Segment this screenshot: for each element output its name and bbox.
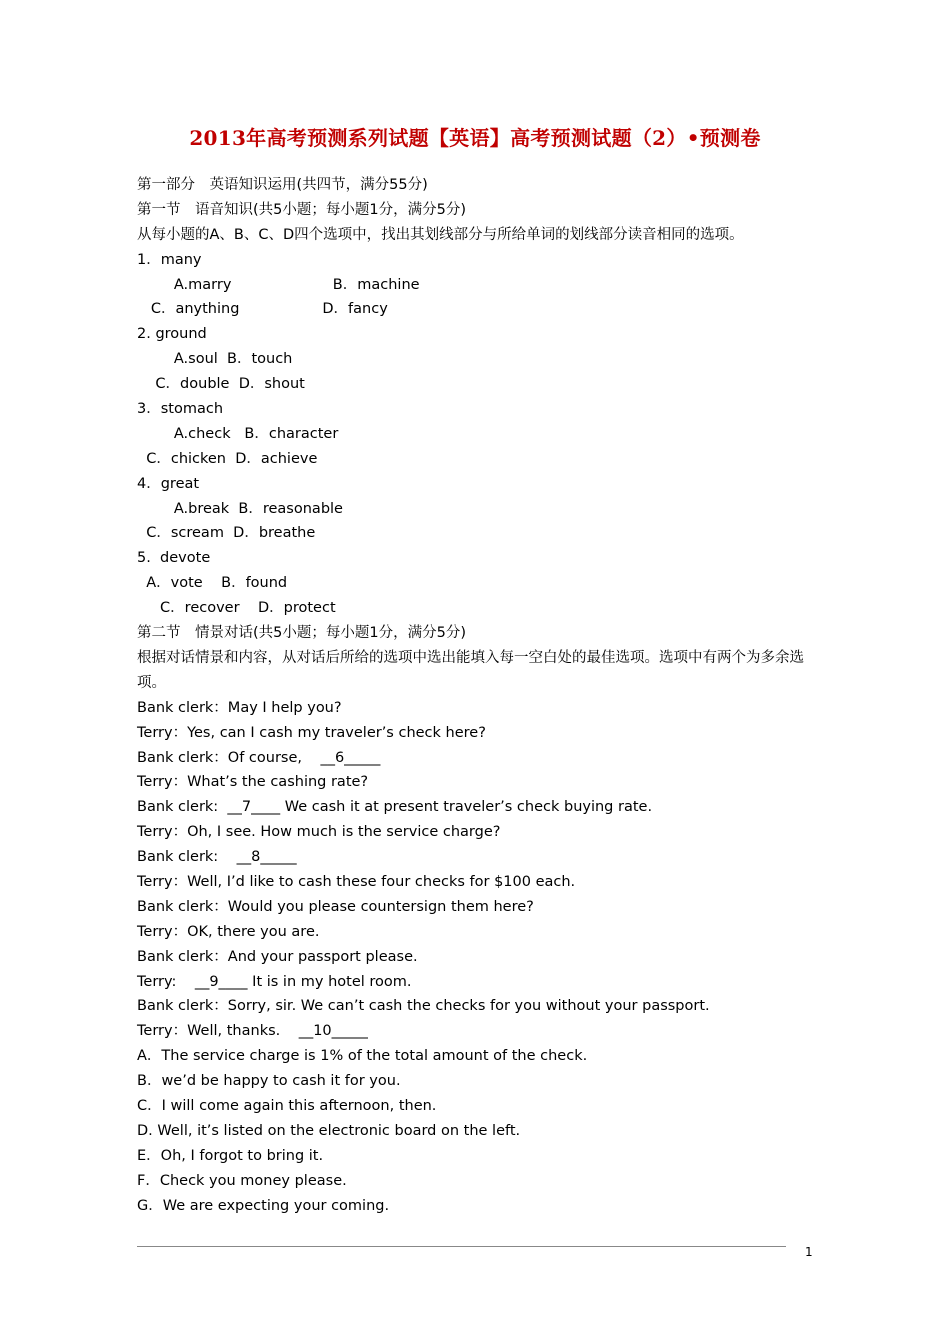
dialogue-line: Bank clerk：Sorry, sir. We can’t cash the checks for you without your passport.	[137, 998, 710, 1015]
dialogue-line: Bank clerk：May I help you?	[137, 699, 342, 716]
question-5-stem: 5. devote	[137, 550, 211, 567]
dialogue-line: Terry：Oh, I see. How much is the service charge?	[137, 824, 501, 841]
dialogue-line: Terry：Well, thanks. __10_____	[137, 1023, 368, 1040]
dialogue-line: Terry: __9____ It is in my hotel room.	[137, 973, 412, 990]
dialogue-line: Bank clerk：Would you please countersign them here?	[137, 898, 534, 915]
dialogue-line: Terry：Well, I’d like to cash these four checks for $100 each.	[137, 873, 576, 890]
question-4-options-cd: C．scream D．breathe	[137, 525, 316, 542]
section-heading: 第一节 语音知识(共5小题；每小题1分，满分5分)	[137, 201, 466, 218]
document-body	[137, 173, 827, 1218]
dialogue-line: Terry：OK, there you are.	[137, 923, 320, 940]
question-2-options-cd: C．double D．shout	[137, 376, 305, 393]
question-3-options-ab: A.check B．character	[137, 425, 339, 442]
question-3-stem: 3．stomach	[137, 401, 224, 418]
dialogue-line: Terry：What’s the cashing rate?	[137, 774, 369, 791]
question-1-options-ab: A.marry B．machine	[137, 276, 420, 293]
question-1-stem: 1．many	[137, 251, 202, 268]
dialogue-line: Bank clerk：Of course, __6_____	[137, 749, 381, 766]
question-1-options-cd: C．anything D．fancy	[137, 301, 388, 318]
question-2-options-ab: A.soul B．touch	[137, 351, 293, 368]
question-4-options-ab: A.break B．reasonable	[137, 500, 343, 517]
part-heading: 第一部分 英语知识运用(共四节，满分55分)	[137, 177, 428, 193]
answer-option: F．Check you money please.	[137, 1172, 347, 1189]
dialogue-line: Bank clerk：And your passport please.	[137, 948, 418, 965]
document-title: 2013年高考预测系列试题【英语】高考预测试题（2）•预测卷	[189, 126, 761, 150]
question-5-options-ab: A．vote B．found	[137, 575, 288, 592]
dialogue-line: Terry：Yes, can I cash my traveler’s check here?	[137, 724, 486, 741]
answer-option: C．I will come again this afternoon, then.	[137, 1097, 437, 1114]
question-3-options-cd: C．chicken D．achieve	[137, 450, 318, 467]
section-heading: 第二节 情景对话(共5小题；每小题1分，满分5分)	[137, 625, 466, 642]
instruction-text: 根据对话情景和内容，从对话后所给的选项中选出能填入每一空白处的最佳选项。选项中有两个为多余选项。	[137, 649, 804, 691]
answer-option: G．We are expecting your coming.	[137, 1197, 390, 1214]
instruction-text: 从每小题的A、B、C、D四个选项中，找出其划线部分与所给单词的划线部分读音相同的选项。	[137, 226, 744, 243]
dialogue-line: Bank clerk: __8_____	[137, 849, 297, 866]
question-2-stem: 2. ground	[137, 326, 207, 343]
answer-option: E．Oh, I forgot to bring it.	[137, 1147, 324, 1164]
answer-option: A．The service charge is 1% of the total amount of the check.	[137, 1048, 588, 1065]
answer-option: D. Well, it’s listed on the electronic board on the left.	[137, 1122, 521, 1139]
question-5-options-cd: C．recover D．protect	[137, 600, 336, 617]
page-number: 1	[805, 1245, 813, 1259]
answer-option: B．we’d be happy to cash it for you.	[137, 1073, 401, 1090]
question-4-stem: 4．great	[137, 475, 200, 492]
dialogue-line: Bank clerk: __7____ We cash it at present traveler’s check buying rate.	[137, 799, 653, 816]
footer-divider	[137, 1246, 786, 1247]
